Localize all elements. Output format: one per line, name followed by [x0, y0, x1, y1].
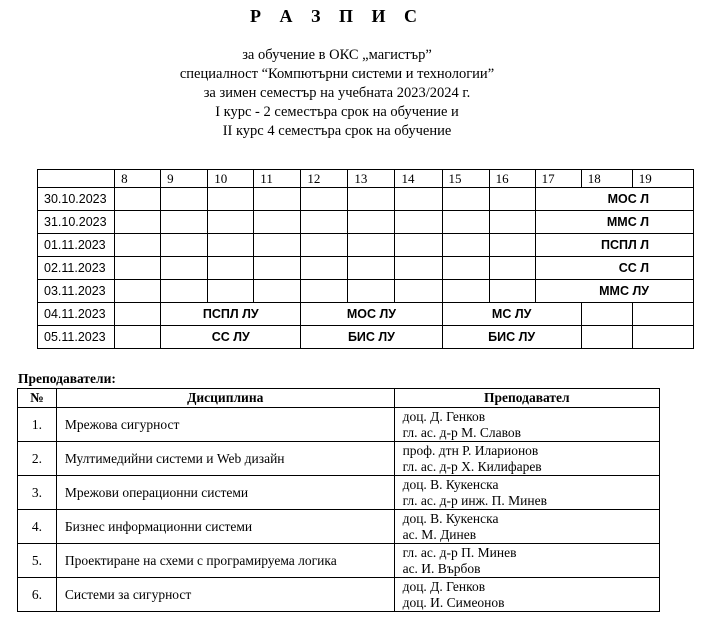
subtitle-line: специалност “Компютърни системи и технологии”	[179, 66, 495, 82]
row-number: 4.	[18, 510, 57, 544]
column-header-number: №	[18, 389, 57, 408]
teacher-row	[18, 408, 660, 442]
lecturer-name: гл. ас. д-р Х. Килифарев	[402, 458, 542, 474]
lecturers-cell	[394, 408, 659, 442]
date-cell: 01.11.2023	[38, 234, 115, 257]
lecturers-cell	[394, 510, 659, 544]
schedule-row	[38, 257, 694, 280]
session-cell: МС ЛУ	[442, 303, 581, 326]
schedule-row	[38, 234, 694, 257]
lecturer-name: доц. В. Кукенска	[402, 476, 499, 492]
hour-header: 13	[348, 170, 395, 188]
discipline-name: Системи за сигурност	[56, 578, 394, 612]
lecturers-cell	[394, 578, 659, 612]
lecturer-name: гл. ас. д-р П. Минев	[402, 544, 517, 560]
lecturer-name: проф. дтн Р. Иларионов	[402, 442, 539, 458]
row-number: 6.	[18, 578, 57, 612]
lecturer-name: доц. В. Кукенска	[402, 510, 499, 526]
date-cell: 03.11.2023	[38, 280, 115, 303]
hour-header: 11	[254, 170, 301, 188]
discipline-name: Бизнес информационни системи	[56, 510, 394, 544]
lecturers-cell	[394, 544, 659, 578]
lecturer-name: ас. И. Върбов	[402, 560, 481, 576]
session-cell: БИС ЛУ	[301, 326, 442, 349]
session-cell: ММС ЛУ	[535, 280, 693, 303]
row-number: 3.	[18, 476, 57, 510]
teacher-row	[18, 476, 660, 510]
row-number: 5.	[18, 544, 57, 578]
lecturer-name: доц. Д. Генков	[402, 408, 486, 424]
lecturer-name: ас. М. Динев	[402, 526, 477, 542]
column-header-lecturer: Преподавател	[394, 389, 659, 408]
hour-header: 9	[161, 170, 208, 188]
discipline-name: Проектиране на схеми с програмируема логика	[56, 544, 394, 578]
discipline-name: Мрежови операционни системи	[56, 476, 394, 510]
hour-header: 14	[395, 170, 442, 188]
subtitle-line: за обучение в ОКС „магистър”	[242, 47, 432, 63]
subtitle-line: II курс 4 семестъра срок на обучение	[222, 123, 452, 139]
session-cell: МОС Л	[535, 188, 693, 211]
schedule-row	[38, 280, 694, 303]
subtitle-line: за зимен семестър на учебната 2023/2024 г.	[203, 85, 471, 101]
session-cell: ПСПЛ Л	[535, 234, 693, 257]
teacher-row	[18, 442, 660, 476]
date-cell: 02.11.2023	[38, 257, 115, 280]
teacher-row	[18, 578, 660, 612]
column-header-discipline: Дисциплина	[56, 389, 394, 408]
hour-header: 12	[301, 170, 348, 188]
session-cell: МОС ЛУ	[301, 303, 442, 326]
hour-header: 16	[489, 170, 535, 188]
date-cell: 30.10.2023	[38, 188, 115, 211]
date-cell: 31.10.2023	[38, 211, 115, 234]
teachers-heading: Преподаватели:	[18, 371, 116, 386]
session-cell: ММС Л	[535, 211, 693, 234]
schedule-table	[37, 169, 694, 349]
hour-header: 10	[208, 170, 254, 188]
teachers-table	[17, 388, 660, 612]
document-subtitle	[0, 46, 674, 141]
hour-header: 15	[442, 170, 489, 188]
lecturers-cell	[394, 476, 659, 510]
lecturer-name: гл. ас. д-р М. Славов	[402, 424, 522, 440]
teachers-header-row	[18, 389, 660, 408]
schedule-row	[38, 211, 694, 234]
hour-header: 19	[632, 170, 693, 188]
session-cell: СС Л	[535, 257, 693, 280]
teacher-row	[18, 510, 660, 544]
document-title: Р А З П И С	[250, 6, 424, 26]
discipline-name: Мрежова сигурност	[56, 408, 394, 442]
row-number: 2.	[18, 442, 57, 476]
lecturer-name: доц. И. Симеонов	[402, 594, 505, 610]
schedule-row	[38, 303, 694, 326]
hour-header: 17	[535, 170, 581, 188]
discipline-name: Мултимедийни системи и Web дизайн	[56, 442, 394, 476]
hour-header: 18	[581, 170, 632, 188]
schedule-row	[38, 188, 694, 211]
row-number: 1.	[18, 408, 57, 442]
lecturer-name: доц. Д. Генков	[402, 578, 486, 594]
schedule-header-row	[38, 170, 694, 188]
session-cell: ПСПЛ ЛУ	[161, 303, 301, 326]
schedule-row	[38, 326, 694, 349]
lecturers-cell	[394, 442, 659, 476]
subtitle-line: I курс - 2 семестъра срок на обучение и	[215, 104, 459, 120]
date-cell: 05.11.2023	[38, 326, 115, 349]
lecturer-name: гл. ас. д-р инж. П. Минев	[402, 492, 547, 508]
session-cell: БИС ЛУ	[442, 326, 581, 349]
date-header-cell	[38, 170, 115, 188]
hour-header: 8	[115, 170, 161, 188]
session-cell: СС ЛУ	[161, 326, 301, 349]
teacher-row	[18, 544, 660, 578]
date-cell: 04.11.2023	[38, 303, 115, 326]
